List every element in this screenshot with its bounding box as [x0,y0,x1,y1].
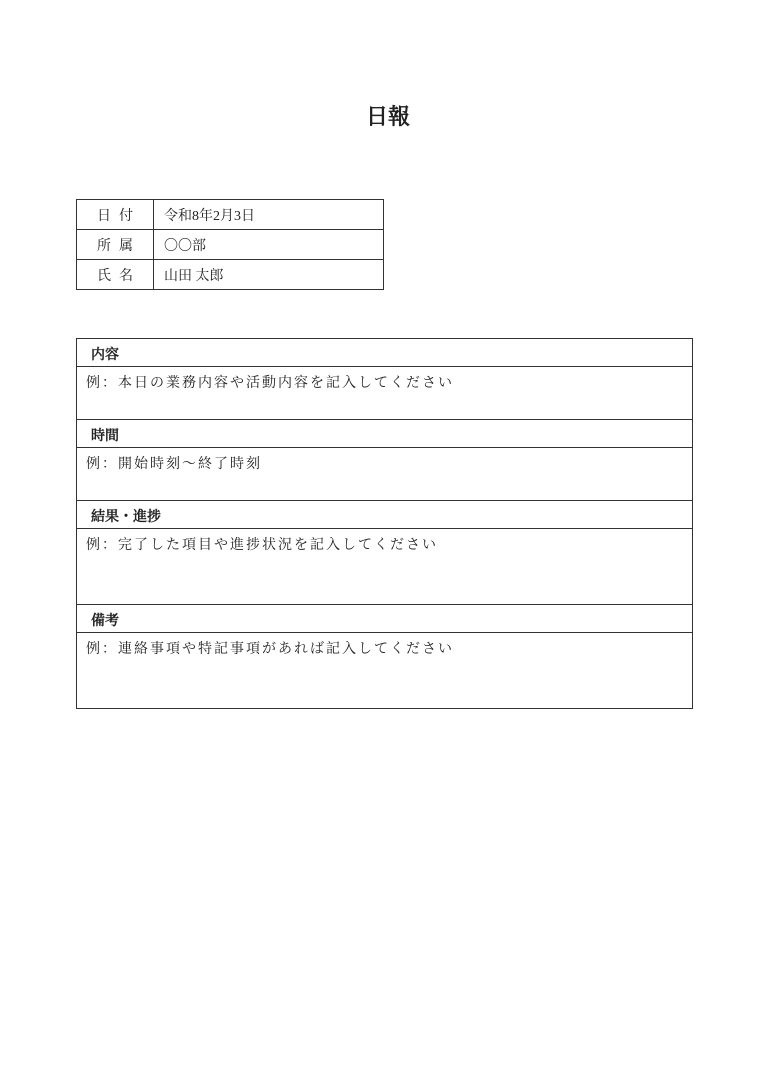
date-value[interactable]: 令和8年2月3日 [154,200,384,230]
page-title: 日報 [365,104,410,129]
section-heading-notes: 備考 [77,605,692,633]
info-row-date [77,200,384,230]
section-body-time[interactable]: 例：開始時刻～終了時刻 [77,448,692,501]
section-heading-content: 内容 [77,339,692,367]
section-heading-time: 時間 [77,420,692,448]
info-table [76,199,384,290]
department-label: 所属 [77,230,154,260]
report-sections [76,338,693,709]
section-body-content[interactable]: 例：本日の業務内容や活動内容を記入してください [77,367,692,420]
section-body-notes[interactable]: 例：連絡事項や特記事項があれば記入してください [77,633,692,709]
section-body-progress[interactable]: 例：完了した項目や進捗状況を記入してください [77,529,692,605]
name-label: 氏名 [77,260,154,290]
name-value[interactable]: 山田 太郎 [154,260,384,290]
section-heading-progress: 結果・進捗 [77,501,692,529]
department-value[interactable]: 〇〇部 [154,230,384,260]
info-row-department [77,230,384,260]
info-row-name [77,260,384,290]
date-label: 日付 [77,200,154,230]
